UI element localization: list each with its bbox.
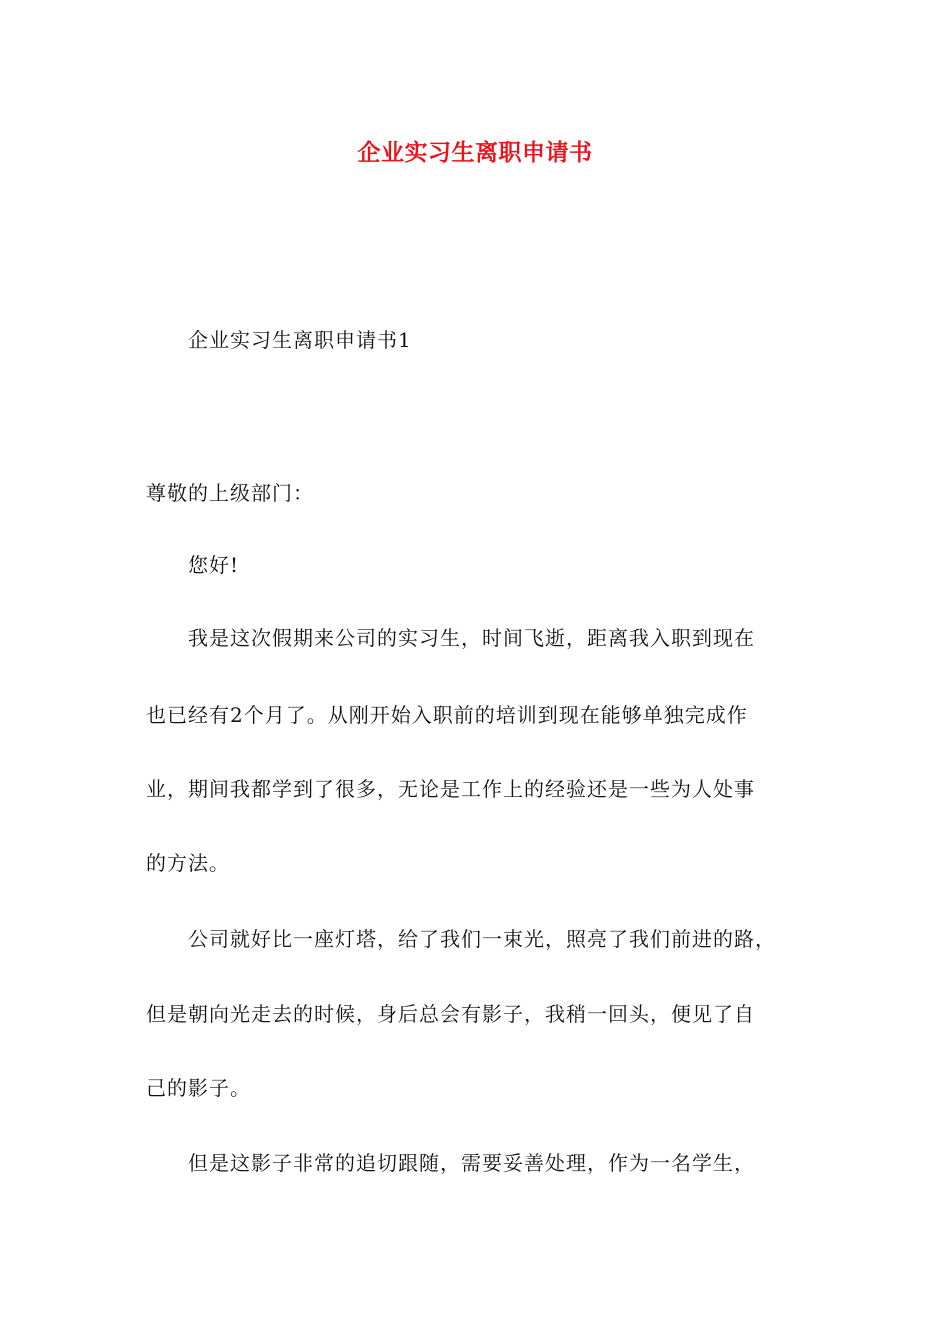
document-title: 企业实习生离职申请书 [357,139,593,166]
paragraph-2-line-1: 公司就好比一座灯塔，给了我们一束光，照亮了我们前进的路， [188,927,776,951]
paragraph-1-line-2: 也已经有2个月了。从刚开始入职前的培训到现在能够单独完成作 [146,703,748,727]
paragraph-1-line-3: 业，期间我都学到了很多，无论是工作上的经验还是一些为人处事 [146,777,755,801]
paragraph-1-line-1: 我是这次假期来公司的实习生，时间飞逝，距离我入职到现在 [188,626,755,650]
paragraph-2-line-3: 己的影子。 [146,1076,251,1100]
greeting: 您好! [188,553,240,577]
salutation: 尊敬的上级部门： [146,481,314,505]
section-heading: 企业实习生离职申请书1 [188,328,412,352]
paragraph-2-line-2: 但是朝向光走去的时候，身后总会有影子，我稍一回头，便见了自 [146,1002,755,1026]
paragraph-1-line-4: 的方法。 [146,851,230,875]
paragraph-3-line-1: 但是这影子非常的追切跟随，需要妥善处理，作为一名学生， [188,1151,755,1175]
